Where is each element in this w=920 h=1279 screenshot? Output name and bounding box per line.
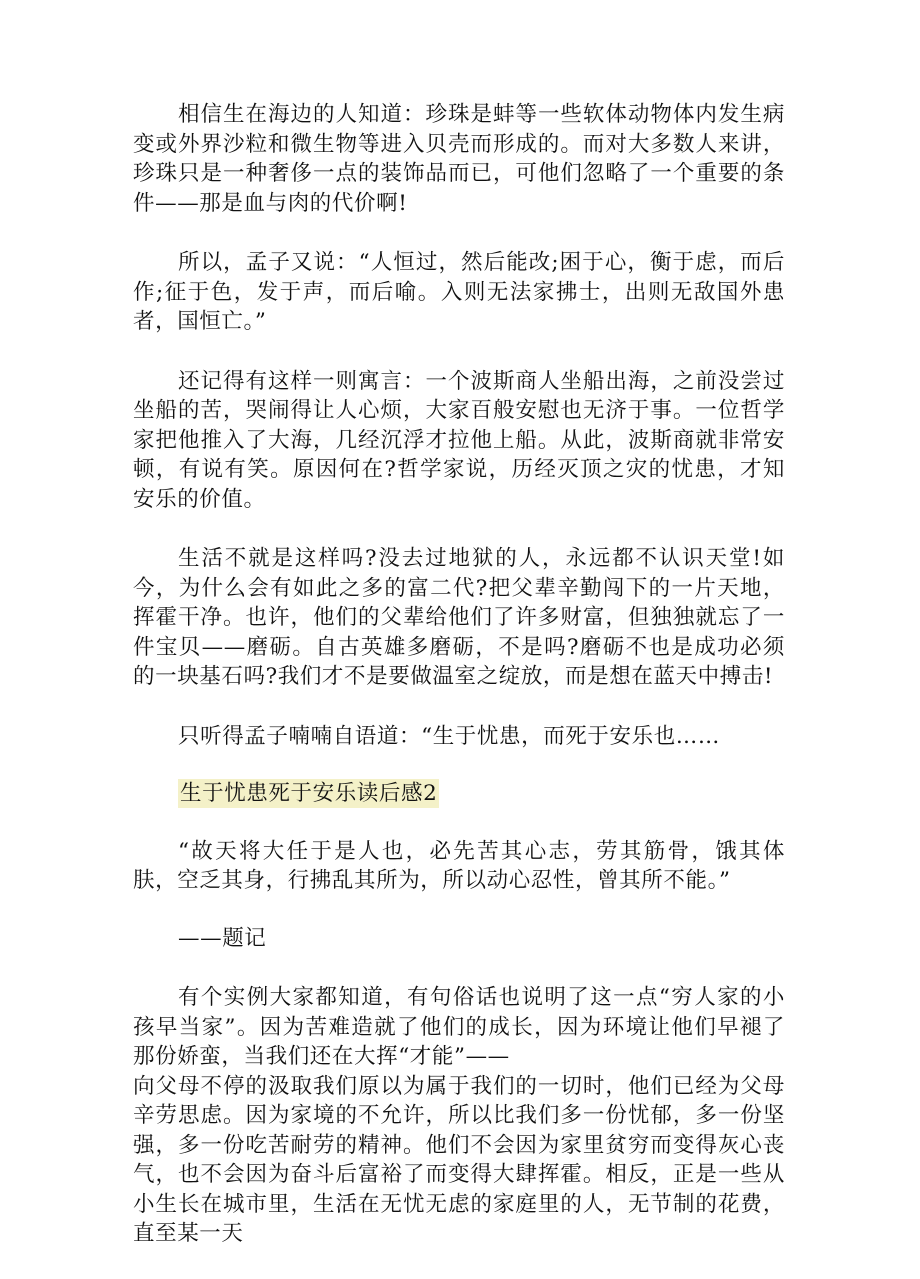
paragraph-mencius-murmur: 只听得孟子喃喃自语道：“生于忧患，而死于安乐也……	[178, 723, 720, 749]
paragraph-persian-merchant: 还记得有这样一则寓言：一个波斯商人坐船出海，之前没尝过坐船的苦，哭闹得让人心烦，大家百般安慰也无济于事。一位哲学家把他推入了大海，几经沉浮才拉他上船。从此，波斯商就非常安顿，有说有笑。原因何在?哲学家说，历经灭顶之灾的忧患，才知安乐的价值。	[133, 368, 785, 512]
section-heading	[133, 779, 785, 809]
paragraph-poor-children: 有个实例大家都知道，有句俗话也说明了这一点“穷人家的小孩早当家”。因为苦难造就了他们的成长，因为环境让他们早褪了那份娇蛮，当我们还在大挥“才能”—— 向父母不停的汲取我们原以为属于我们的一切时，他们已经为父母辛劳思虑。因为家境的不允许，所以比我们多一份忧郁，多一份坚强，多一份吃苦耐劳的精神。他们不会因为家里贫穷而变得灰心丧气，也不会因为奋斗后富裕了而变得大肆挥霍。相反，正是一些从小生长在城市里，生活在无忧无虑的家庭里的人，无节制的花费，直至某一天	[133, 985, 785, 1246]
paragraph-life-reflection: 生活不就是这样吗?没去过地狱的人，永远都不认识天堂!如今，为什么会有如此之多的富二代?把父辈辛勤闯下的一片天地，挥霍干净。也许，他们的父辈给他们了许多财富，但独独就忘了一件宝贝——磨砺。自古英雄多磨砺，不是吗?磨砺不也是成功必须的一块基石吗?我们才不是要做温室之绽放，而是想在蓝天中搏击!	[133, 546, 785, 689]
epigraph-source: ——题记	[178, 925, 267, 951]
epigraph: “故天将大任于是人也，必先苦其心志，劳其筋骨，饿其体肤，空乏其身，行拂乱其所为，所以动心忍性，曾其所不能。”	[133, 838, 785, 893]
paragraph-mencius-quote: 所以，孟子又说：“人恒过，然后能改;困于心，衡于虑，而后作;征于色，发于声，而后喻。入则无法家拂士，出则无敌国外患者，国恒亡。”	[133, 250, 785, 334]
paragraph-pearl: 相信生在海边的人知道：珍珠是蚌等一些软体动物体内发生病变或外界沙粒和微生物等进入贝壳而形成的。而对大多数人来讲，珍珠只是一种奢侈一点的装饰品而已，可他们忽略了一个重要的条件——那是血与肉的代价啊!	[133, 102, 785, 216]
section-heading-text: 生于忧患死于安乐读后感2	[180, 781, 438, 806]
document-body	[133, 100, 785, 1279]
